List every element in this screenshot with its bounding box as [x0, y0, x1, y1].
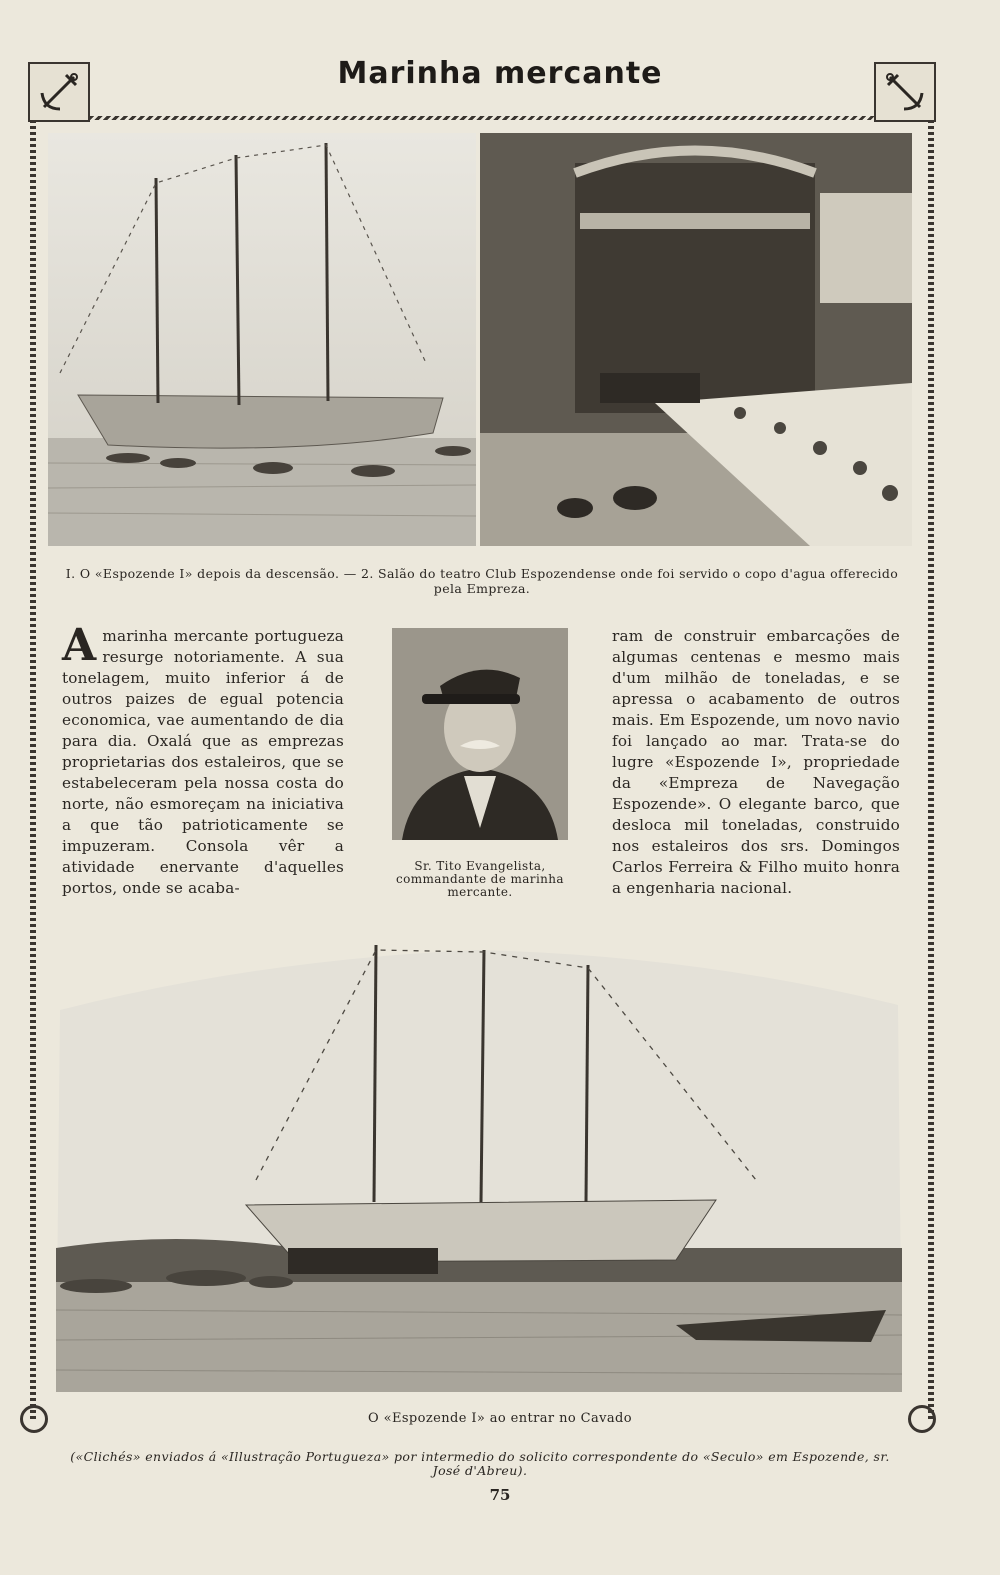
right-border-rope — [928, 120, 934, 1420]
top-photos-caption: I. O «Espozende I» depois da descensão. — 2. Salão do teatro Club Espozendense onde foi servido o copo d'agua offerecido pela Empreza. — [65, 566, 899, 596]
rope-knot-icon — [20, 1405, 48, 1433]
captain-portrait-photo — [392, 628, 568, 840]
portrait-caption: Sr. Tito Evangelista, commandante de marinha mercante. — [395, 859, 564, 899]
theatre-banquet-hall-photo — [480, 133, 912, 546]
top-border-rule — [90, 116, 876, 120]
article-column-1 — [62, 620, 344, 899]
article-text-1: marinha mercante portugueza resurge notoriamente. A sua tonelagem, muito inferior á de outros paizes de egual potencia economica, vae aumentando de dia para dia. Oxalá que as emprezas proprietarias dos estaleiros, que se estabeleceram pela nossa costa do norte, não esmoreçam na iniciativa a que tão patrioticamente se impuzeram. Consola vêr a atividade enervante d'aquelles portos, onde se acaba- — [62, 627, 344, 897]
sailing-ship-launch-photo — [48, 133, 476, 546]
page-number: 75 — [489, 1486, 511, 1504]
left-border-rope — [30, 120, 36, 1420]
bottom-photo-caption: O «Espozende I» ao entrar no Cavado — [368, 1411, 632, 1426]
photo-credit: («Clichés» enviados á «Illustração Portugueza» por intermedio do solicito correspondente do «Seculo» em Espozende, sr. José d'Abreu). — [70, 1449, 890, 1478]
drop-cap: A — [62, 620, 97, 671]
rope-knot-icon — [908, 1405, 936, 1433]
article-column-2: ram de construir embarcações de algumas centenas e mesmo mais d'um milhão de toneladas, e se apressa o acabamento de outros mais. Em Espozende, um novo navio foi lançado ao mar. Trata-se do lugre «Espozende I», propriedade da «Empreza de Navegação Espozende». O elegante barco, que desloca mil toneladas, construido nos estaleiros dos srs. Domingos Carlos Ferreira & Filho muito honra a engenharia nacional. — [612, 627, 900, 897]
page-title: Marinha mercante — [337, 56, 663, 91]
ship-entering-river-photo — [56, 930, 902, 1392]
